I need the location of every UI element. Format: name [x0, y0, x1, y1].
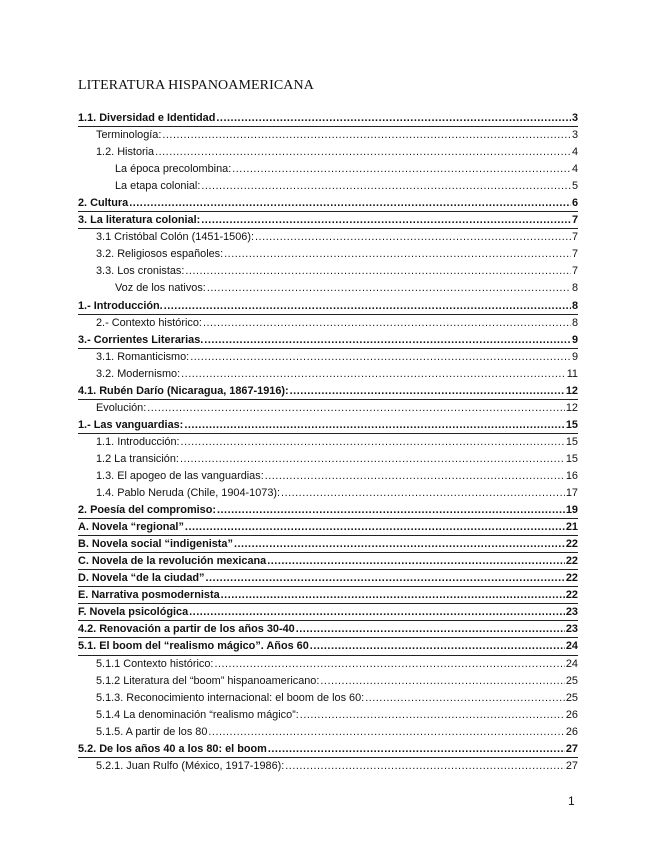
toc-entry-page: 27 [565, 759, 578, 772]
toc-entry[interactable] [78, 110, 578, 127]
toc-entry-label: A. Novela “regional” [78, 521, 184, 534]
toc-entry-page: 8 [571, 282, 578, 295]
toc-entry[interactable] [78, 485, 578, 502]
toc-entry-page: 7 [571, 265, 578, 278]
toc-entry-page: 23 [565, 606, 578, 619]
toc-entry[interactable] [78, 366, 578, 383]
toc-entry-page: 15 [565, 435, 578, 448]
dot-leader [265, 468, 565, 485]
dot-leader [185, 263, 571, 280]
toc-entry-page: 26 [565, 708, 578, 721]
toc-entry[interactable] [78, 434, 578, 451]
toc-entry-page: 21 [565, 521, 578, 534]
dot-leader [208, 724, 564, 741]
page-number: 1 [568, 794, 575, 808]
toc-entry-page: 17 [565, 487, 578, 500]
toc-entry-page: 22 [565, 589, 578, 602]
toc-entry-page: 26 [565, 725, 578, 738]
dot-leader [181, 366, 566, 383]
toc-entry[interactable] [78, 315, 578, 332]
toc-entry[interactable] [78, 673, 578, 690]
toc-entry[interactable] [78, 263, 578, 280]
dot-leader [290, 383, 565, 400]
toc-entry[interactable] [78, 246, 578, 263]
toc-entry-page: 3 [571, 129, 578, 142]
toc-entry[interactable] [78, 127, 578, 144]
toc-entry[interactable] [78, 690, 578, 707]
dot-leader [203, 315, 571, 332]
toc-entry-label: 3. La literatura colonial: [78, 214, 201, 227]
toc-entry-label: 1.- Las vanguardias: [78, 418, 184, 431]
dot-leader [285, 758, 565, 775]
dot-leader [204, 332, 571, 349]
toc-entry-label: 5.2.1. Juan Rulfo (México, 1917-1986): [96, 759, 285, 772]
toc-entry[interactable] [78, 724, 578, 741]
toc-entry-page: 8 [571, 316, 578, 329]
toc-entry-label: 3.2. Modernismo: [96, 367, 181, 380]
toc-entry-page: 22 [565, 538, 578, 551]
toc-entry-label: 3.1. Romanticismo: [96, 350, 190, 363]
dot-leader [164, 298, 571, 315]
dot-leader [365, 690, 565, 707]
toc-entry[interactable] [78, 536, 578, 553]
toc-entry-page: 9 [571, 333, 578, 346]
toc-entry[interactable] [78, 519, 578, 536]
toc-entry-label: 5.1.2 Literatura del “boom” hispanoamericano: [96, 674, 320, 687]
dot-leader [232, 161, 571, 178]
toc-entry-page: 6 [571, 197, 578, 210]
dot-leader [207, 280, 571, 297]
toc-entry-page: 22 [565, 572, 578, 585]
toc-entry-page: 15 [565, 418, 578, 431]
toc-entry[interactable] [78, 332, 578, 349]
toc-entry-label: 1.2 La transición: [96, 452, 179, 465]
toc-entry-label: 3.1 Cristóbal Colón (1451-1506): [96, 231, 255, 244]
toc-entry-page: 4 [571, 146, 578, 159]
toc-entry-label: La época precolombina: [115, 163, 232, 176]
toc-entry-label: B. Novela social “indigenista” [78, 538, 233, 551]
dot-leader [296, 621, 565, 638]
toc-entry-page: 19 [565, 504, 578, 517]
document-title: LITERATURA HISPANOAMERICANA [78, 78, 314, 93]
toc-entry-label: 1.2. Historia [96, 146, 155, 159]
dot-leader [300, 707, 565, 724]
dot-leader [234, 536, 565, 553]
toc-entry-page: 5 [571, 180, 578, 193]
toc-entry[interactable] [78, 144, 578, 161]
dot-leader [216, 110, 571, 127]
table-of-contents [78, 110, 578, 775]
toc-entry-label: C. Novela de la revolución mexicana [78, 555, 267, 568]
toc-entry-label: 5.1.5. A partir de los 80 [96, 725, 208, 738]
toc-entry-label: 1.4. Pablo Neruda (Chile, 1904-1073): [96, 487, 281, 500]
toc-entry-label: 2.- Contexto histórico: [96, 316, 202, 329]
dot-leader [320, 673, 564, 690]
toc-entry-page: 27 [565, 742, 578, 755]
toc-entry-label: Terminología: [96, 129, 162, 142]
toc-entry-label: Voz de los nativos: [115, 282, 206, 295]
toc-entry[interactable] [78, 758, 578, 775]
toc-entry-label: 1.1. Introducción: [96, 435, 180, 448]
toc-entry[interactable] [78, 553, 578, 570]
toc-entry-label: F. Novela psicológica [78, 606, 189, 619]
dot-leader [224, 246, 571, 263]
toc-entry[interactable] [78, 656, 578, 673]
dot-leader [190, 349, 571, 366]
toc-entry-label: 4.2. Renovación a partir de los años 30-40 [78, 623, 295, 636]
toc-entry[interactable] [78, 604, 578, 621]
toc-entry[interactable] [78, 212, 578, 229]
dot-leader [268, 741, 565, 758]
toc-entry-page: 11 [566, 367, 578, 380]
toc-entry-label: 1.- Introducción. [78, 299, 163, 312]
toc-entry-page: 4 [571, 163, 578, 176]
toc-entry-label: 5.1.4 La denominación “realismo mágico”: [96, 708, 299, 721]
toc-entry-label: 5.2. De los años 40 a los 80: el boom [78, 742, 267, 755]
toc-entry-page: 7 [571, 231, 578, 244]
toc-entry-label: 3.3. Los cronistas: [96, 265, 185, 278]
toc-entry-label: D. Novela “de la ciudad” [78, 572, 205, 585]
toc-entry-page: 12 [565, 384, 578, 397]
toc-entry-page: 9 [571, 350, 578, 363]
toc-entry[interactable] [78, 468, 578, 485]
toc-entry[interactable] [78, 400, 578, 417]
toc-entry-label: 1.3. El apogeo de las vanguardias: [96, 469, 264, 482]
toc-entry[interactable] [78, 195, 578, 212]
toc-entry-page: 7 [571, 214, 578, 227]
toc-entry-label: 3.2. Religiosos españoles: [96, 248, 224, 261]
toc-entry-label: 2. Cultura [78, 197, 129, 210]
toc-entry[interactable] [78, 570, 578, 587]
toc-entry-label: 5.1. El boom del “realismo mágico”. Años 60 [78, 640, 309, 653]
toc-entry[interactable] [78, 451, 578, 468]
toc-entry-label: 1.1. Diversidad e Identidad [78, 112, 216, 124]
dot-leader [214, 656, 564, 673]
dot-leader [189, 604, 565, 621]
dot-leader [206, 570, 565, 587]
dot-leader [184, 417, 565, 434]
toc-entry-page: 12 [565, 401, 578, 414]
dot-leader [185, 519, 565, 536]
toc-entry-page: 16 [565, 469, 578, 482]
toc-entry-page: 8 [571, 299, 578, 312]
toc-entry[interactable] [78, 638, 578, 655]
dot-leader [180, 451, 565, 468]
toc-entry[interactable] [78, 587, 578, 604]
toc-entry-label: 4.1. Rubén Darío (Nicaragua, 1867-1916): [78, 384, 289, 397]
toc-entry[interactable] [78, 229, 578, 246]
toc-entry[interactable] [78, 280, 578, 297]
toc-entry-page: 15 [565, 452, 578, 465]
dot-leader [281, 485, 565, 502]
toc-entry-page: 24 [565, 657, 578, 670]
dot-leader [155, 144, 571, 161]
toc-entry[interactable] [78, 383, 578, 400]
toc-entry-page: 24 [565, 640, 578, 653]
toc-entry-label: E. Narrativa posmodernista [78, 589, 220, 602]
dot-leader [162, 127, 571, 144]
dot-leader [310, 638, 565, 655]
toc-entry[interactable] [78, 621, 578, 638]
toc-entry[interactable] [78, 178, 578, 195]
toc-entry[interactable] [78, 741, 578, 758]
toc-entry[interactable] [78, 161, 578, 178]
toc-entry-label: 5.1.1 Contexto histórico: [96, 657, 214, 670]
dot-leader [267, 553, 565, 570]
dot-leader [255, 229, 571, 246]
toc-entry-label: La etapa colonial: [115, 180, 201, 193]
toc-entry[interactable] [78, 417, 578, 434]
dot-leader [181, 434, 565, 451]
dot-leader [201, 212, 571, 229]
toc-entry-page: 22 [565, 555, 578, 568]
toc-entry-label: 5.1.3. Reconocimiento internacional: el boom de los 60: [96, 691, 365, 704]
toc-entry-page: 25 [565, 674, 578, 687]
toc-entry[interactable] [78, 502, 578, 519]
toc-entry-page: 25 [565, 691, 578, 704]
dot-leader [201, 178, 571, 195]
toc-entry[interactable] [78, 707, 578, 724]
dot-leader [217, 502, 565, 519]
toc-entry-page: 7 [571, 248, 578, 261]
toc-entry-page: 3 [571, 112, 578, 124]
toc-entry[interactable] [78, 298, 578, 315]
toc-entry-label: 3.- Corrientes Literarias. [78, 333, 204, 346]
toc-entry-label: Evolución: [96, 401, 147, 414]
dot-leader [147, 400, 565, 417]
dot-leader [129, 195, 571, 212]
toc-entry-label: 2. Poesía del compromiso: [78, 504, 216, 517]
dot-leader [221, 587, 565, 604]
toc-entry[interactable] [78, 349, 578, 366]
toc-entry-page: 23 [565, 623, 578, 636]
